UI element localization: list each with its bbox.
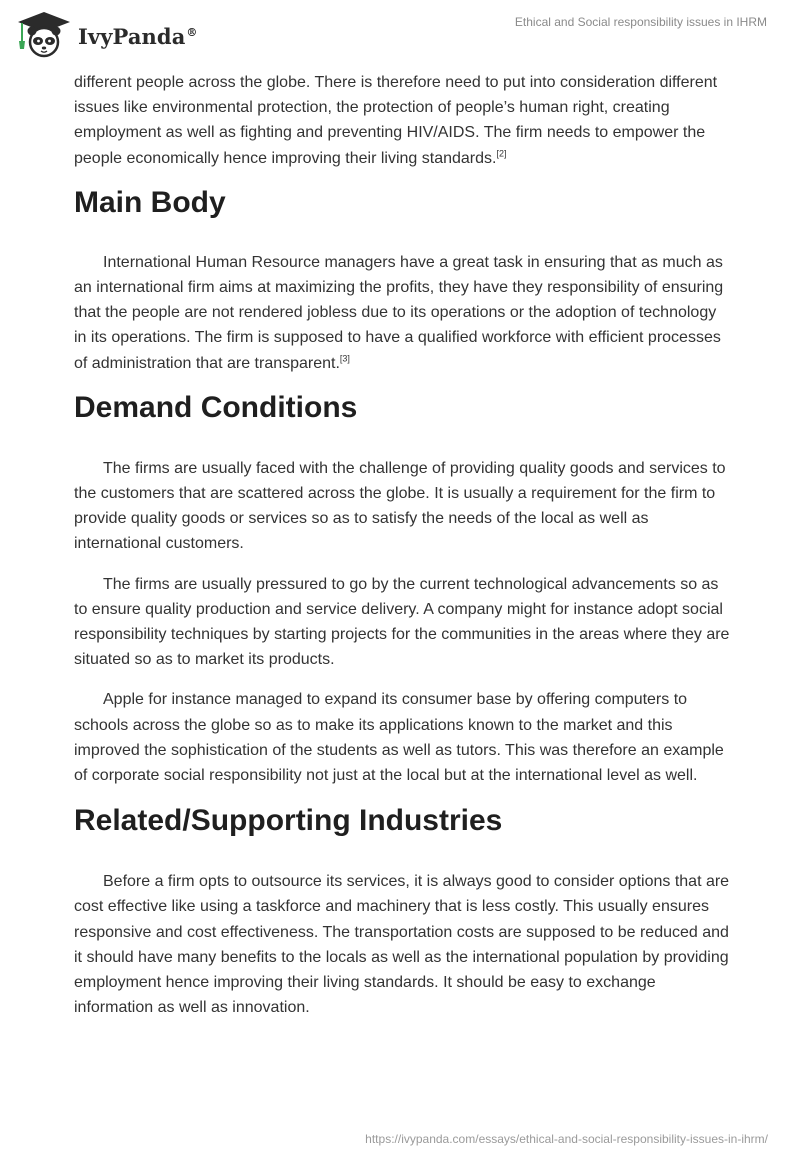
panda-graduate-icon (15, 9, 73, 59)
citation-ref[interactable]: [2] (496, 148, 507, 159)
section-heading-main-body: Main Body (74, 185, 226, 219)
brand-logo[interactable] (15, 9, 198, 59)
article-body (74, 70, 730, 1035)
section-heading-related-industries: Related/Supporting Industries (74, 804, 503, 838)
main-body-paragraph: International Human Resource managers have a great task in ensuring that as much as an international firm aims at maximizing the profits, they have they responsibility of ensuring that the people are not rendered jobless due to its operations or the adoption of technology in its operations. The firm is supposed to have a qualified workforce with efficient processes of administration that are transparent.[3] (74, 253, 724, 372)
page-header (0, 0, 800, 70)
demand-paragraph-3: Apple for instance managed to expand its consumer base by offering computers to schools across the globe so as to make its applications known to the market and this improved the sophistication of the students as well as tutors. This was therefore an example of corporate social responsibility not just at the local but at the international level as well. (74, 691, 724, 785)
citation-ref[interactable]: [3] (339, 353, 350, 364)
brand-name: IvyPanda® (78, 23, 198, 49)
source-url[interactable]: https://ivypanda.com/essays/ethical-and-social-responsibility-issues-in-ihrm/ (365, 1132, 768, 1146)
document-title: Ethical and Social responsibility issues in IHRM (514, 15, 767, 29)
demand-paragraph-1: The firms are usually faced with the challenge of providing quality goods and services to the customers that are scattered across the globe. It is usually a requirement for the firm to provide quality goods or services so as to satisfy the needs of the local as well as international customers. (74, 459, 726, 553)
related-paragraph-1: Before a firm opts to outsource its services, it is always good to consider options that are cost effective like using a taskforce and machinery that is less costly. This usually ensures responsive and cost effectiveness. The transportation costs are supposed to be reduced and it should have many benefits to the locals as well as the international population by providing employment hence improving their living standards. It should be easy to exchange information as well as innovation. (74, 873, 730, 1017)
demand-paragraph-2: The firms are usually pressured to go by the current technological advancements so as to ensure quality production and service delivery. A company might for instance adopt social responsibility techniques by starting projects for the communities in the areas where they are situated so as to market its products. (74, 575, 730, 669)
intro-paragraph: different people across the globe. There is therefore need to put into consideration different issues like environmental protection, the protection of people’s human right, creating employment as well as fighting and preventing HIV/AIDS. The firm needs to empower the people economically hence improving their living standards.[2] (74, 74, 718, 167)
section-heading-demand-conditions: Demand Conditions (74, 390, 358, 424)
